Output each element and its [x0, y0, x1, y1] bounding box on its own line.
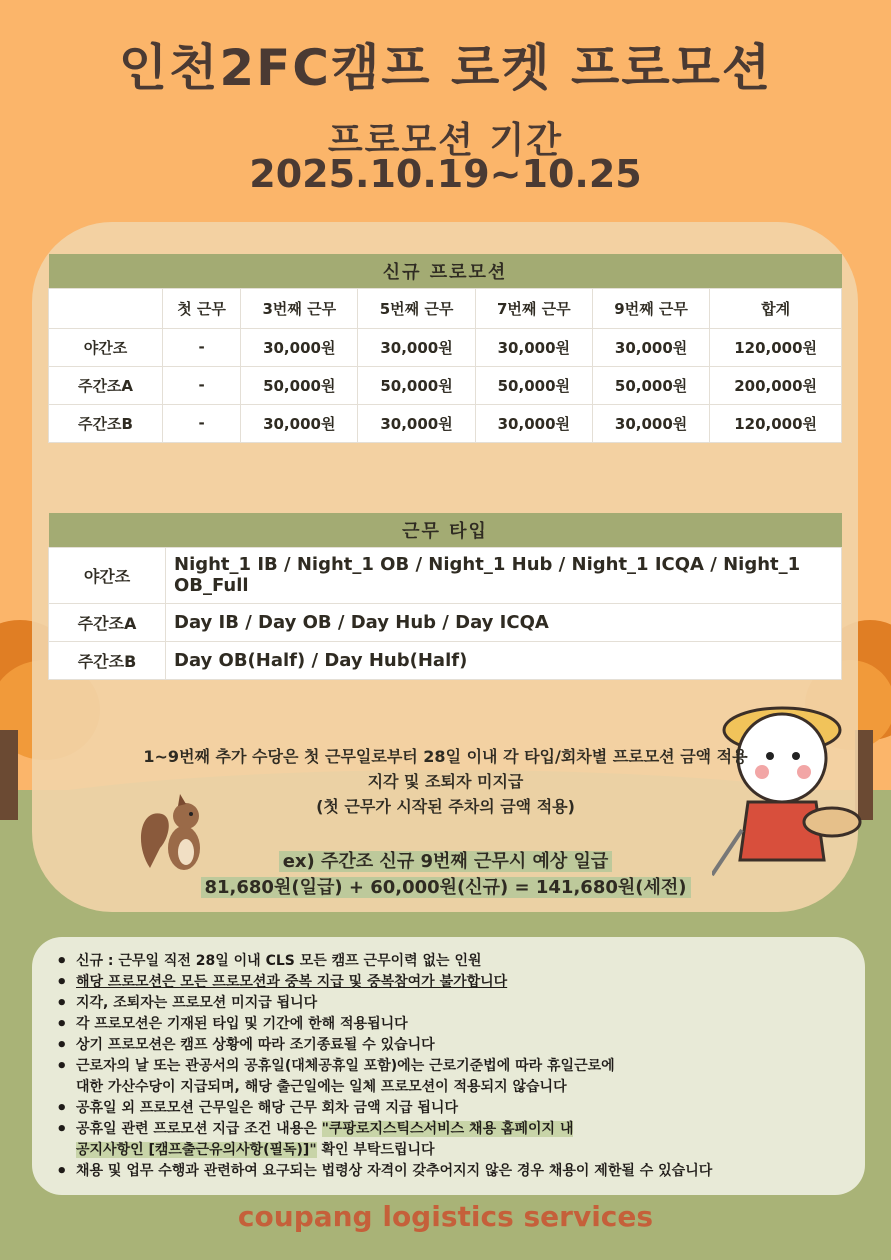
table-cell: 30,000원	[475, 328, 592, 366]
table-cell: 30,000원	[241, 328, 358, 366]
example-calculation	[0, 849, 891, 901]
note-line: (첫 근무가 시작된 주차의 금액 적용)	[316, 797, 575, 816]
condition-text: 해당 프로모션은 모든 프로모션과 중복 지급 및 중복참여가 불가합니다	[76, 974, 508, 990]
example-line: 81,680원(일급) + 60,000원(신규) = 141,680원(세전)	[201, 877, 691, 898]
table-cell: 50,000원	[241, 366, 358, 404]
condition-item: • 공휴일 외 프로모션 근무일은 해당 근무 회차 금액 지급 됩니다	[52, 1098, 845, 1119]
table-row	[49, 366, 842, 404]
condition-item: • 각 프로모션은 기재된 타입 및 기간에 한해 적용됩니다	[52, 1014, 845, 1035]
period-label: 프로모션 기간	[327, 120, 564, 161]
condition-item: • 채용 및 업무 수행과 관련하여 요구되는 법령상 자격이 갖추어지지 않은 경우 채용이 제한될 수 있습니다	[52, 1161, 845, 1182]
table-cell: 200,000원	[710, 366, 842, 404]
table-cell: -	[163, 328, 241, 366]
row-header: 주간조A	[49, 603, 166, 641]
condition-highlight: 공지사항인 [캠프출근유의사항(필독)]"	[76, 1142, 317, 1158]
column-header: 5번째 근무	[358, 288, 475, 328]
new-promotion-caption: 신규 프로모션	[49, 254, 842, 288]
conditions-box	[32, 937, 865, 1195]
table-cell: 30,000원	[592, 328, 709, 366]
promotion-notes	[0, 744, 891, 819]
table-row	[49, 328, 842, 366]
work-type-caption: 근무 타입	[49, 513, 842, 547]
condition-text: 대한 가산수당이 지급되며, 해당 출근일에는 일체 프로모션이 적용되지 않습니다	[76, 1079, 567, 1095]
table-cell: Day IB / Day OB / Day Hub / Day ICQA	[166, 603, 842, 641]
table-cell: 30,000원	[475, 404, 592, 442]
new-promotion-table	[48, 254, 842, 443]
table-row	[49, 603, 842, 641]
condition-text: • 근로자의 날 또는 관공서의 공휴일(대체공휴일 포함)에는 근로기준법에 따라 휴일근로에	[76, 1058, 615, 1074]
row-header: 야간조	[49, 547, 166, 603]
table-cell: 50,000원	[358, 366, 475, 404]
table-row	[49, 404, 842, 442]
condition-item: • 지각, 조퇴자는 프로모션 미지급 됩니다	[52, 993, 845, 1014]
condition-highlight: "쿠팡로지스틱스서비스 채용 홈페이지 내	[321, 1121, 574, 1137]
table-cell: 30,000원	[358, 404, 475, 442]
column-header: 합계	[710, 288, 842, 328]
column-header: 9번째 근무	[592, 288, 709, 328]
table-cell: 30,000원	[592, 404, 709, 442]
column-header: 3번째 근무	[241, 288, 358, 328]
row-header: 주간조B	[49, 641, 166, 679]
table-cell: 30,000원	[358, 328, 475, 366]
row-header: 주간조B	[49, 404, 163, 442]
table-cell: 120,000원	[710, 404, 842, 442]
condition-item	[52, 1056, 845, 1098]
condition-text: 공휴일 관련 프로모션 지급 조건 내용은	[76, 1121, 322, 1137]
table-row	[49, 641, 842, 679]
note-line: 1~9번째 추가 수당은 첫 근무일로부터 28일 이내 각 타입/회차별 프로모션 금액 적용	[143, 747, 748, 766]
condition-text: 확인 부탁드립니다	[316, 1142, 435, 1158]
table-cell: 50,000원	[475, 366, 592, 404]
column-header: 첫 근무	[163, 288, 241, 328]
column-header	[49, 288, 163, 328]
condition-item	[52, 972, 845, 993]
coupang-logistics-logo: coupang logistics services	[237, 1200, 654, 1233]
row-header: 주간조A	[49, 366, 163, 404]
table-row	[49, 547, 842, 603]
condition-item: • 신규 : 근무일 직전 28일 이내 CLS 모든 캠프 근무이력 없는 인원	[52, 951, 845, 972]
table-cell: -	[163, 404, 241, 442]
work-type-table	[48, 513, 842, 680]
note-line: 지각 및 조퇴자 미지급	[367, 772, 524, 791]
period-dates: 2025.10.19~10.25	[249, 152, 642, 196]
table-cell: 50,000원	[592, 366, 709, 404]
condition-item	[52, 1119, 845, 1161]
table-cell: 120,000원	[710, 328, 842, 366]
condition-item: • 상기 프로모션은 캠프 상황에 따라 조기종료될 수 있습니다	[52, 1035, 845, 1056]
table-cell: 30,000원	[241, 404, 358, 442]
row-header: 야간조	[49, 328, 163, 366]
table-cell: Day OB(Half) / Day Hub(Half)	[166, 641, 842, 679]
example-line: ex) 주간조 신규 9번째 근무시 예상 일급	[279, 851, 613, 872]
page-title: 인천2FC캠프 로켓 프로모션	[118, 39, 773, 97]
table-cell: Night_1 IB / Night_1 OB / Night_1 Hub / Night_1 ICQA / Night_1 OB_Full	[166, 547, 842, 603]
table-cell: -	[163, 366, 241, 404]
column-header: 7번째 근무	[475, 288, 592, 328]
